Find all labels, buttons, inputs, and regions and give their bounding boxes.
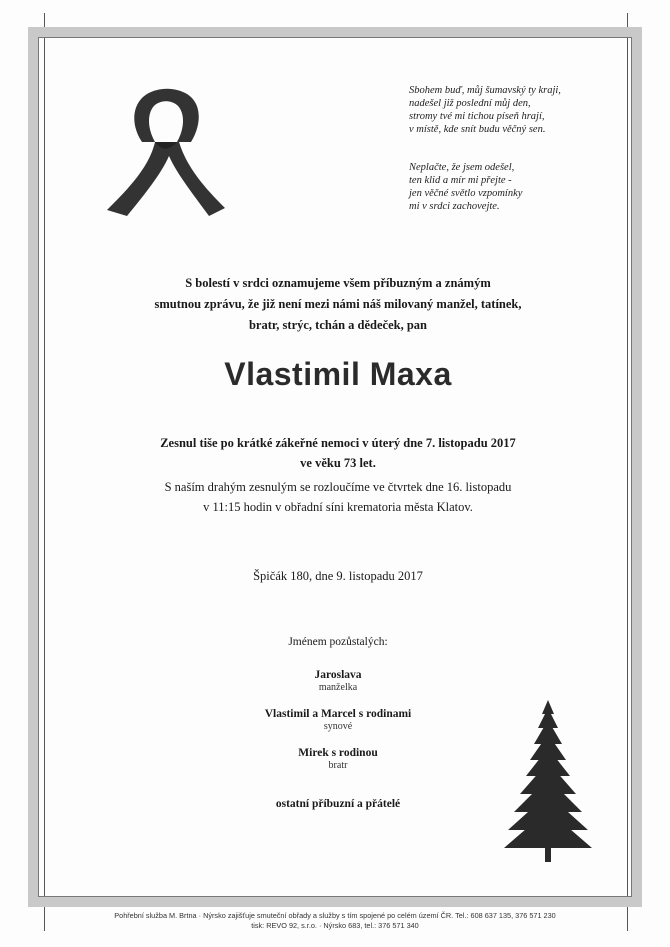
other-mourners: ostatní příbuzní a přátelé <box>275 798 401 810</box>
announcement-line: smutnou zprávu, že již není mezi námi náš milovaný manžel, tatínek, <box>154 297 522 311</box>
remembrance-poem <box>409 161 619 213</box>
deceased-name: Vlastimil Maxa <box>224 356 452 392</box>
announcement-text <box>60 273 616 336</box>
mourner-name: Vlastimil a Marcel s rodinami <box>264 708 412 720</box>
poem-line: mi v srdci zachovejte. <box>409 201 500 212</box>
death-notice <box>60 433 616 473</box>
place-and-date: Špičák 180, dne 9. listopadu 2017 <box>253 569 423 583</box>
announcement-line: S bolestí v srdci oznamujeme všem příbuzným a známým <box>185 276 491 290</box>
mourner-relation: manželka <box>318 682 358 693</box>
funeral-line: S naším drahým zesnulým se rozloučíme ve čtvrtek dne 16. listopadu <box>164 480 512 494</box>
poem-line: Sbohem buď, můj šumavský ty kraji, <box>409 85 561 96</box>
footer-line: Pohřební služba M. Brtna · Nýrsko zajišťuje smuteční obřady a služby s tím spojené po celém území ČR. Tel.: 608 637 135, 376 571 230 <box>114 911 556 920</box>
farewell-poem <box>409 84 619 136</box>
spruce-tree-icon <box>502 698 594 864</box>
funeral-details <box>60 477 616 517</box>
mourner-name: Jaroslava <box>314 669 362 681</box>
poem-line: Neplačte, že jsem odešel, <box>409 162 515 173</box>
printer-footer <box>0 911 670 931</box>
mourners-heading: Jménem pozůstalých: <box>288 636 388 648</box>
funeral-line: v 11:15 hodin v obřadní síni krematoria města Klatov. <box>203 500 473 514</box>
footer-line: tisk: REVO 92, s.r.o. · Nýrsko 683, tel.: 376 571 340 <box>251 921 419 930</box>
poem-line: stromy tvé mi tichou píseň hrají, <box>409 111 545 122</box>
poem-line: v místě, kde snít budu věčný sen. <box>409 124 546 135</box>
poem-line: jen věčné světlo vzpomínky <box>409 188 523 199</box>
death-line: ve věku 73 let. <box>300 456 376 470</box>
mourning-ribbon-icon <box>105 86 227 220</box>
death-line: Zesnul tiše po krátké zákeřné nemoci v úterý dne 7. listopadu 2017 <box>160 436 516 450</box>
mourner-relation: synové <box>323 721 353 732</box>
mourner-group <box>180 707 496 733</box>
mourner-group <box>180 746 496 772</box>
poem-line: nadešel již poslední můj den, <box>409 98 531 109</box>
announcement-line: bratr, strýc, tchán a dědeček, pan <box>248 318 427 332</box>
mourner-relation: bratr <box>328 760 348 771</box>
mourners-list <box>180 636 496 810</box>
poem-line: ten klid a mír mi přejte - <box>409 175 512 186</box>
mourner-group <box>180 668 496 694</box>
mourner-name: Mirek s rodinou <box>298 747 378 759</box>
